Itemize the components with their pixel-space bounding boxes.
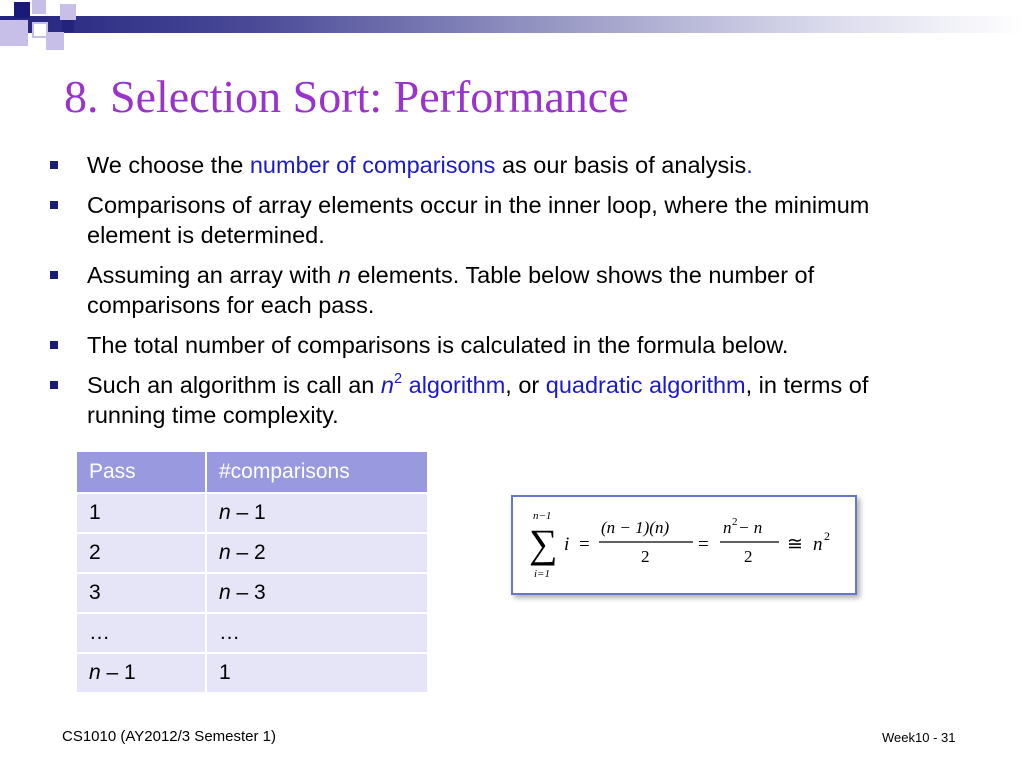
decor-square <box>0 20 28 46</box>
square-bullet-icon <box>50 341 58 349</box>
sum-symbol: ∑ <box>529 521 558 566</box>
sum-lower-limit: i=1 <box>534 568 550 580</box>
table-cell: n – 3 <box>206 573 428 613</box>
table-row <box>76 533 428 573</box>
fraction2-numerator-exp: 2 <box>732 516 738 528</box>
table-row <box>76 573 428 613</box>
fraction1-numerator: (n − 1)(n) <box>601 518 670 537</box>
highlight-term: algorithm <box>402 372 506 398</box>
bullet-item <box>50 150 950 180</box>
approx-sign: ≅ <box>787 534 803 555</box>
summand: i <box>564 534 570 555</box>
column-header: Pass <box>76 451 206 493</box>
comparisons-table <box>75 450 429 694</box>
highlight-term: number of comparisons <box>249 152 496 178</box>
bullet-item <box>50 370 950 430</box>
square-bullet-icon <box>50 271 58 279</box>
bullet-item <box>50 330 950 360</box>
table-cell: n – 1 <box>206 493 428 533</box>
table-cell: n – 2 <box>206 533 428 573</box>
bullet-list <box>50 150 950 440</box>
decor-square <box>14 2 30 18</box>
table-cell: … <box>76 613 206 653</box>
equals-sign: = <box>698 534 709 555</box>
highlight-term: quadratic algorithm <box>545 372 746 398</box>
formula-box <box>511 495 857 595</box>
table-cell: 3 <box>76 573 206 613</box>
result-base: n <box>813 534 823 555</box>
table-cell: … <box>206 613 428 653</box>
sum-upper-limit: n−1 <box>533 510 552 522</box>
summation-formula <box>513 497 855 593</box>
fraction2-denominator: 2 <box>744 547 753 566</box>
bullet-text: We choose the <box>87 152 250 178</box>
column-header: #comparisons <box>206 451 428 493</box>
table-cell: 1 <box>76 493 206 533</box>
equals-sign: = <box>579 534 590 555</box>
bullet-text: Such an algorithm is call an <box>87 372 381 398</box>
decor-square <box>32 0 46 14</box>
bullet-text: . <box>746 152 753 178</box>
decor-square <box>46 32 64 50</box>
footer-page-number: Week10 - 31 <box>882 730 956 745</box>
decor-square <box>60 4 76 20</box>
bullet-text: , in terms of running time complexity. <box>87 372 869 428</box>
fraction2-numerator-rest: − n <box>738 518 763 537</box>
bullet-text: as our basis of analysis <box>495 152 747 178</box>
variable-n: n <box>337 262 351 288</box>
bullet-text: Comparisons of array elements occur in the inner loop, where the minimum element is determined. <box>87 192 870 248</box>
bullet-text: , or <box>505 372 546 398</box>
table-row <box>76 493 428 533</box>
header-gradient-bar <box>0 16 1024 33</box>
table-row <box>76 653 428 693</box>
table-cell: n – 1 <box>76 653 206 693</box>
bullet-item <box>50 260 950 320</box>
table-header-row <box>76 451 428 493</box>
bullet-text: Assuming an array with <box>87 262 338 288</box>
bullet-text: The total number of comparisons is calculated in the formula below. <box>87 332 789 358</box>
footer-course: CS1010 (AY2012/3 Semester 1) <box>62 728 277 745</box>
table-cell: 1 <box>206 653 428 693</box>
slide-title: 8. Selection Sort: Performance <box>64 71 629 122</box>
square-bullet-icon <box>50 161 58 169</box>
table-row <box>76 613 428 653</box>
bullet-item <box>50 190 950 250</box>
decor-square <box>62 20 74 32</box>
fraction2-numerator-base: n <box>723 518 732 537</box>
square-bullet-icon <box>50 201 58 209</box>
square-bullet-icon <box>50 381 58 389</box>
superscript: 2 <box>393 371 403 388</box>
bullet-text: elements. Table below shows the number of comparisons for each pass. <box>87 262 815 318</box>
table-cell: 2 <box>76 533 206 573</box>
fraction1-denominator: 2 <box>641 547 650 566</box>
variable-n: n <box>380 372 394 398</box>
result-exp: 2 <box>824 529 830 543</box>
